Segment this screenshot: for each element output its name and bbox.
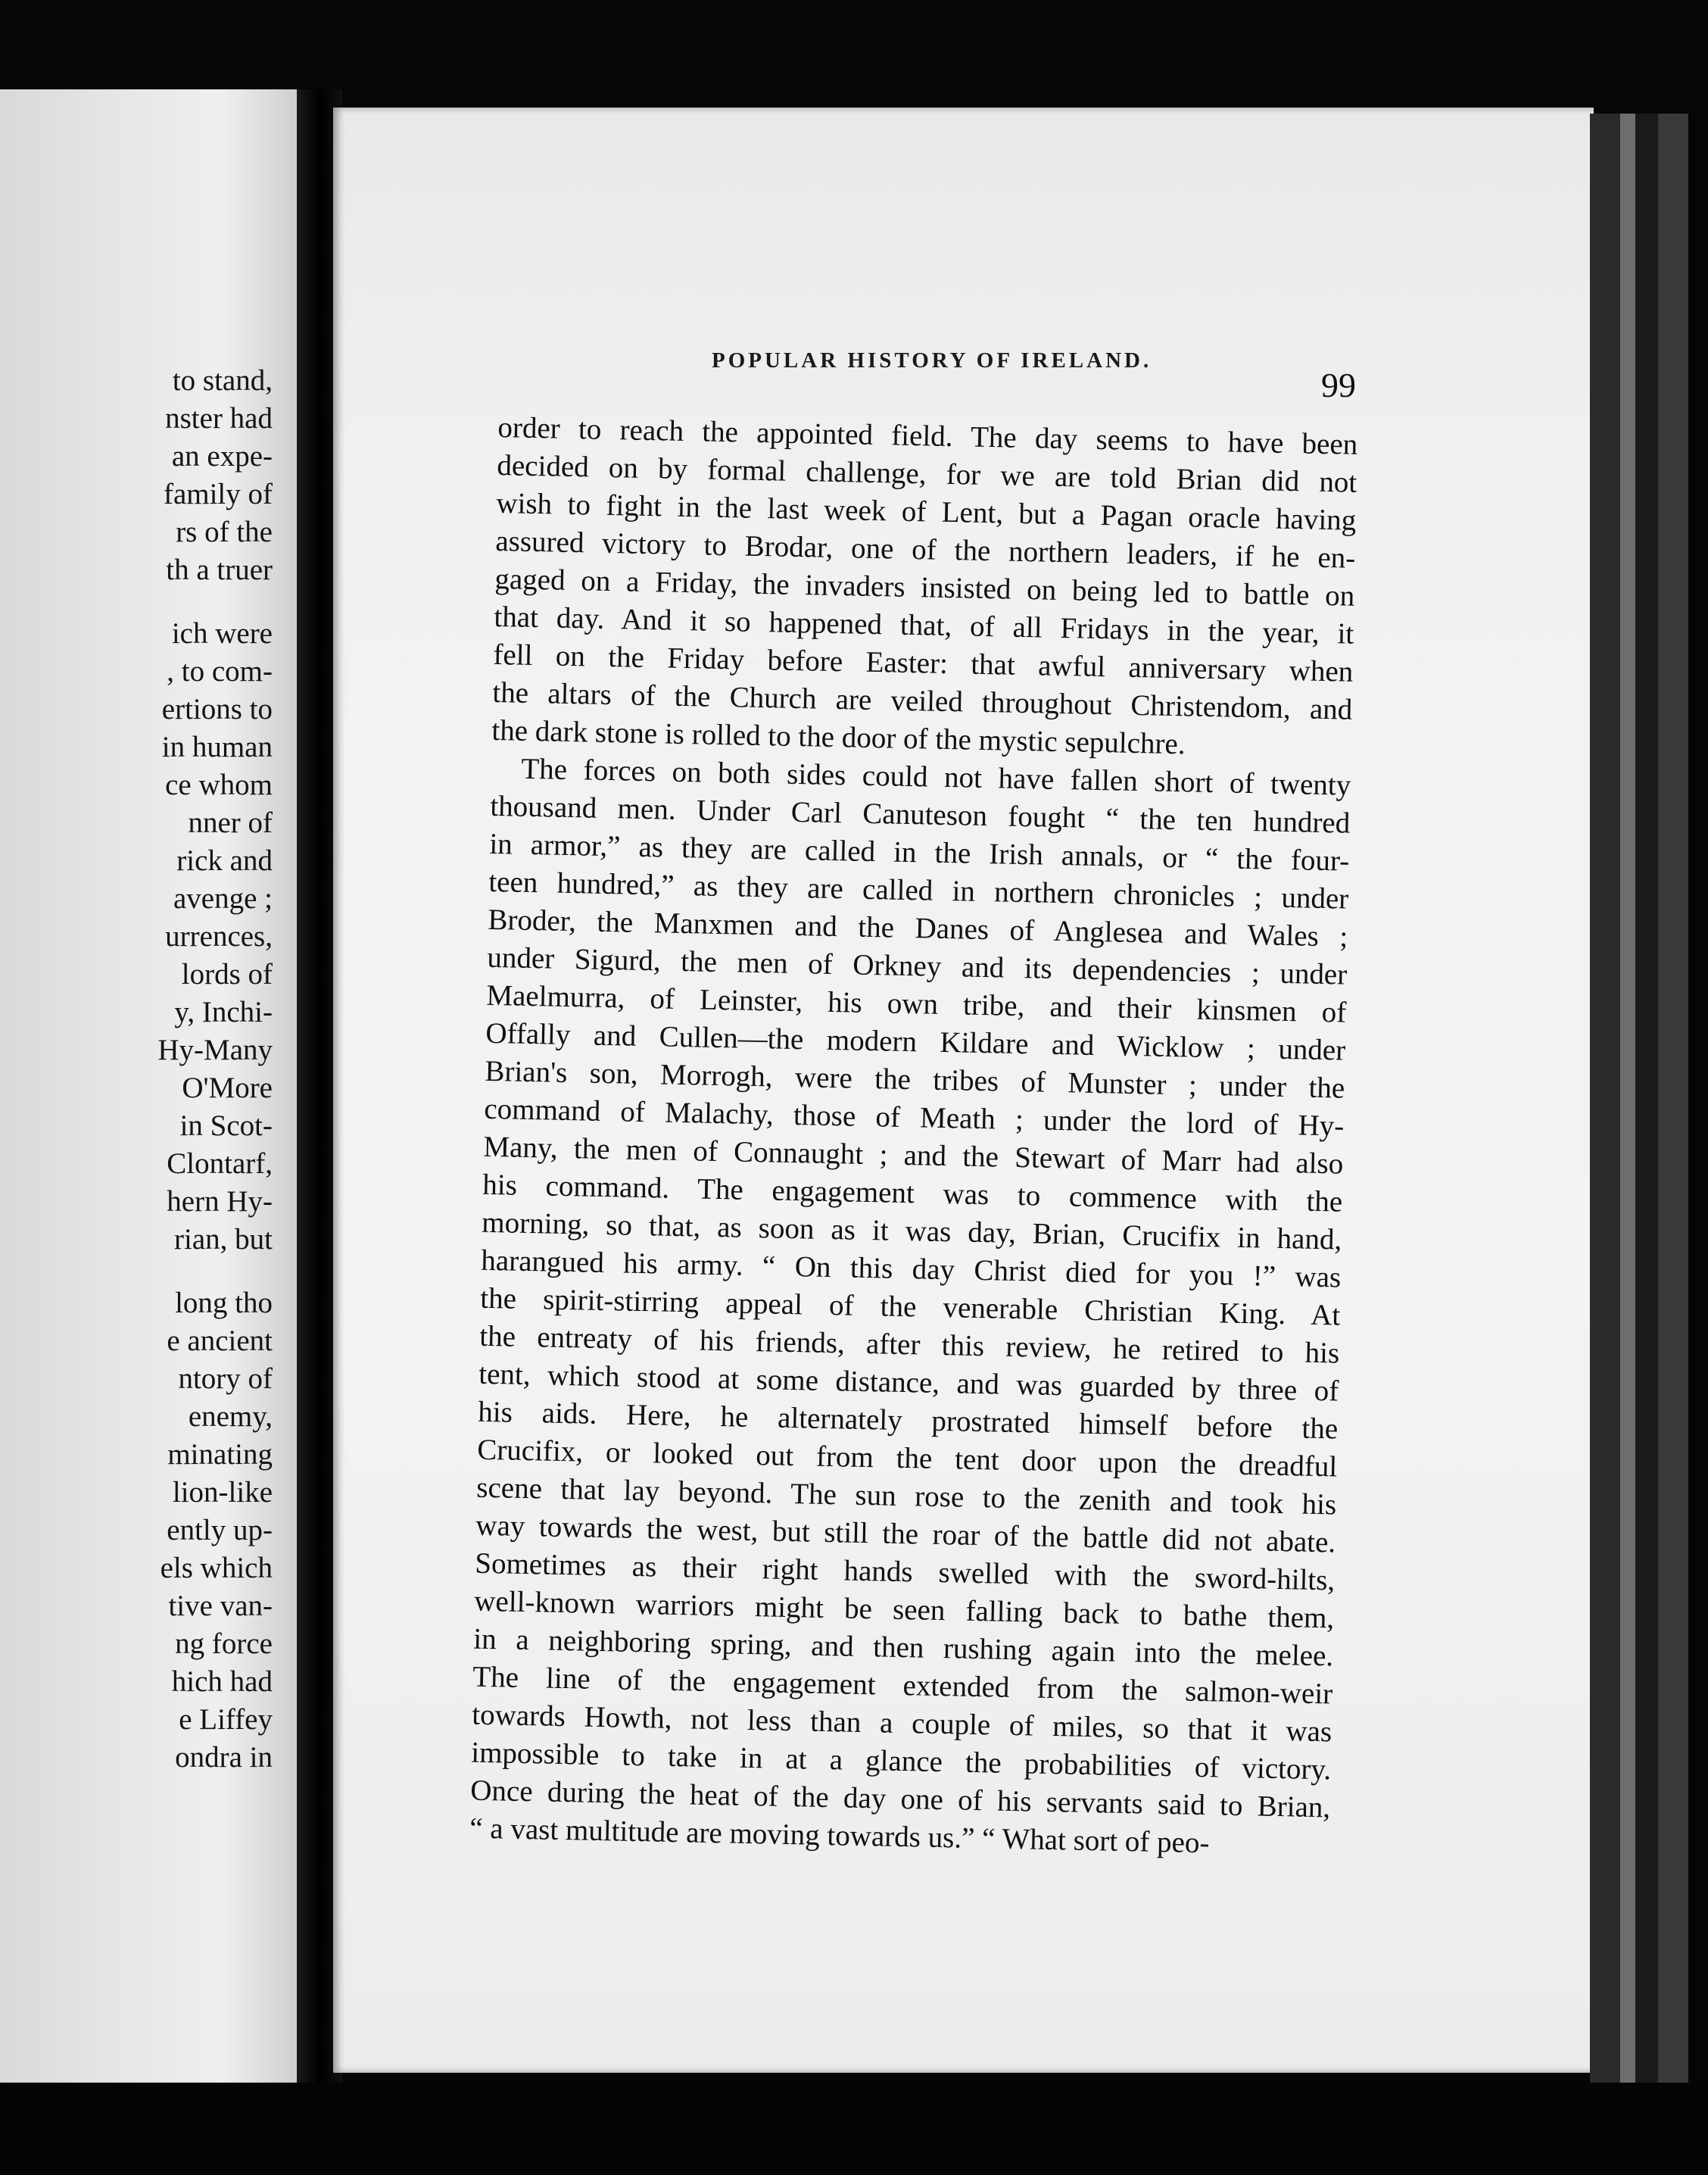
text-line: urrences, — [165, 920, 273, 953]
text-line: y, Inchi- — [174, 996, 273, 1028]
text-line: his command. The engagement was to commence with the — [482, 1168, 1343, 1219]
text-line: in a neighboring spring, and then rushing again into the melee. — [472, 1622, 1334, 1673]
scan-border — [0, 2083, 1708, 2175]
text-line: Broder, the Manxmen and the Danes of Anglesea and Wales ; — [488, 903, 1348, 953]
text-line: the altars of the Church are veiled throughout Christendom, and — [492, 676, 1353, 726]
text-line: to stand, — [172, 364, 273, 397]
text-line: , to com- — [167, 655, 273, 688]
text-line: under Sigurd, the men of Orkney and its dependencies ; under — [487, 941, 1348, 991]
text-line: hich had — [171, 1665, 273, 1698]
text-line: ce whom — [165, 769, 273, 801]
text-line: Offally and Cullen—the modern Kildare and Wicklow ; under — [485, 1016, 1346, 1067]
text-line: The line of the engagement extended from the salmon-weir — [472, 1660, 1333, 1711]
text-line: in Scot- — [179, 1109, 273, 1142]
text-line: hern Hy- — [167, 1185, 273, 1218]
text-line: ich were — [171, 617, 273, 650]
page-body-text — [469, 409, 1358, 1865]
text-line: nster had — [165, 402, 273, 435]
text-line: morning, so that, as soon as it was day, Brian, Crucifix in hand, — [482, 1206, 1342, 1256]
text-line: the dark stone is rolled to the door of the mystic sepulchre. — [491, 713, 1186, 761]
text-line: e Liffey — [179, 1703, 273, 1736]
text-line: wish to fight in the last week of Lent, but a Pagan oracle having — [496, 486, 1357, 537]
text-line: nner of — [188, 807, 273, 839]
page-edge — [1590, 114, 1620, 2090]
page-edge — [1620, 114, 1635, 2090]
text-line: rs of the — [176, 516, 273, 548]
text-line: Maelmurra, of Leinster, his own tribe, and their kinsmen of — [486, 978, 1347, 1029]
text-line: scene that lay beyond. The sun rose to the zenith and took his — [475, 1471, 1337, 1521]
text-line: harangued his army. “ On this day Christ died for you !” was — [480, 1244, 1342, 1294]
text-line: gaged on a Friday, the invaders insisted on being led to battle on — [494, 562, 1355, 613]
text-line: Brian's son, Morrogh, were the tribes of Munster ; under the — [485, 1054, 1345, 1105]
text-line: enemy, — [188, 1400, 273, 1433]
previous-page-fragment — [0, 89, 297, 2089]
text-line: well-known warriors might be seen falling back to bathe them, — [473, 1584, 1335, 1635]
text-line: decided on by formal challenge, for we are told Brian did not — [497, 448, 1357, 499]
text-line: an expe- — [171, 440, 273, 473]
text-line: lords of — [181, 958, 273, 991]
text-line: tive van- — [168, 1590, 273, 1622]
text-line: his aids. Here, he alternately prostrated himself before the — [477, 1395, 1339, 1446]
text-line: long tho — [175, 1287, 273, 1319]
text-line: the entreaty of his friends, after this review, he retired to his — [478, 1319, 1340, 1370]
page-edge — [1658, 114, 1688, 2090]
text-line: impossible to take in at a glance the probabilities of victory. — [470, 1736, 1332, 1786]
text-line: Once during the heat of the day one of his servants said to Brian, — [469, 1774, 1331, 1824]
paragraph-gap — [0, 1259, 273, 1284]
text-line: command of Malachy, those of Meath ; under the lord of Hy- — [484, 1092, 1345, 1143]
text-line: minating — [167, 1438, 273, 1471]
text-line: els which — [160, 1552, 273, 1584]
text-line: lion-like — [172, 1476, 273, 1509]
text-line: in armor,” as they are called in the Irish annals, or “ the four- — [489, 827, 1350, 878]
paragraph-gap — [0, 589, 273, 615]
page-number: 99 — [1321, 366, 1356, 404]
text-line: e ancient — [167, 1325, 273, 1357]
text-line: that day. And it so happened that, of all Fridays in the year, it — [494, 600, 1354, 651]
text-line: rick and — [176, 844, 273, 877]
text-line: Sometimes as their right hands swelled with the sword-hilts, — [474, 1546, 1336, 1597]
text-line: in human — [161, 731, 273, 763]
text-line: “ a vast multitude are moving towards us.” “ What sort of peo- — [469, 1811, 1210, 1860]
text-line: fell on the Friday before Easter: that awful anniversary when — [493, 638, 1354, 688]
text-line: family of — [163, 478, 273, 510]
text-line: O'More — [182, 1072, 273, 1104]
text-line: order to reach the appointed field. The day seems to have been — [497, 410, 1358, 461]
previous-page-text — [0, 362, 273, 1777]
text-line: th a truer — [166, 554, 273, 586]
text-line: towards Howth, not less than a couple of miles, so that it was — [471, 1698, 1332, 1749]
text-line: Clontarf, — [167, 1147, 273, 1180]
text-line: ng force — [175, 1627, 273, 1660]
text-line: the spirit-stirring appeal of the venerable Christian King. At — [479, 1281, 1341, 1332]
text-line: way towards the west, but still the roar of the battle did not abate. — [475, 1509, 1336, 1559]
text-line: ently up- — [167, 1514, 273, 1546]
text-line: ntory of — [178, 1362, 273, 1395]
text-line: teen hundred,” as they are called in northern chronicles ; under — [488, 865, 1349, 916]
text-line: ertions to — [161, 693, 273, 726]
text-line: thousand men. Under Carl Canuteson fought “ the ten hundred — [490, 789, 1351, 840]
text-line: tent, which stood at some distance, and was guarded by three of — [478, 1357, 1339, 1408]
text-line: ondra in — [175, 1741, 273, 1774]
text-line: avenge ; — [173, 882, 273, 915]
text-line: The forces on both sides could not have fallen short of twenty — [521, 752, 1351, 802]
text-line: Hy-Many — [157, 1034, 273, 1066]
text-line: Crucifix, or looked out from the tent door upon the dreadful — [476, 1433, 1338, 1484]
text-line: rian, but — [174, 1223, 273, 1256]
page-edge — [1635, 114, 1658, 2090]
text-line: assured victory to Brodar, one of the northern leaders, if he en- — [495, 524, 1356, 575]
running-title: POPULAR HISTORY OF IRELAND. — [712, 348, 1152, 373]
text-line: Many, the men of Connaught ; and the Stewart of Marr had also — [483, 1130, 1344, 1181]
